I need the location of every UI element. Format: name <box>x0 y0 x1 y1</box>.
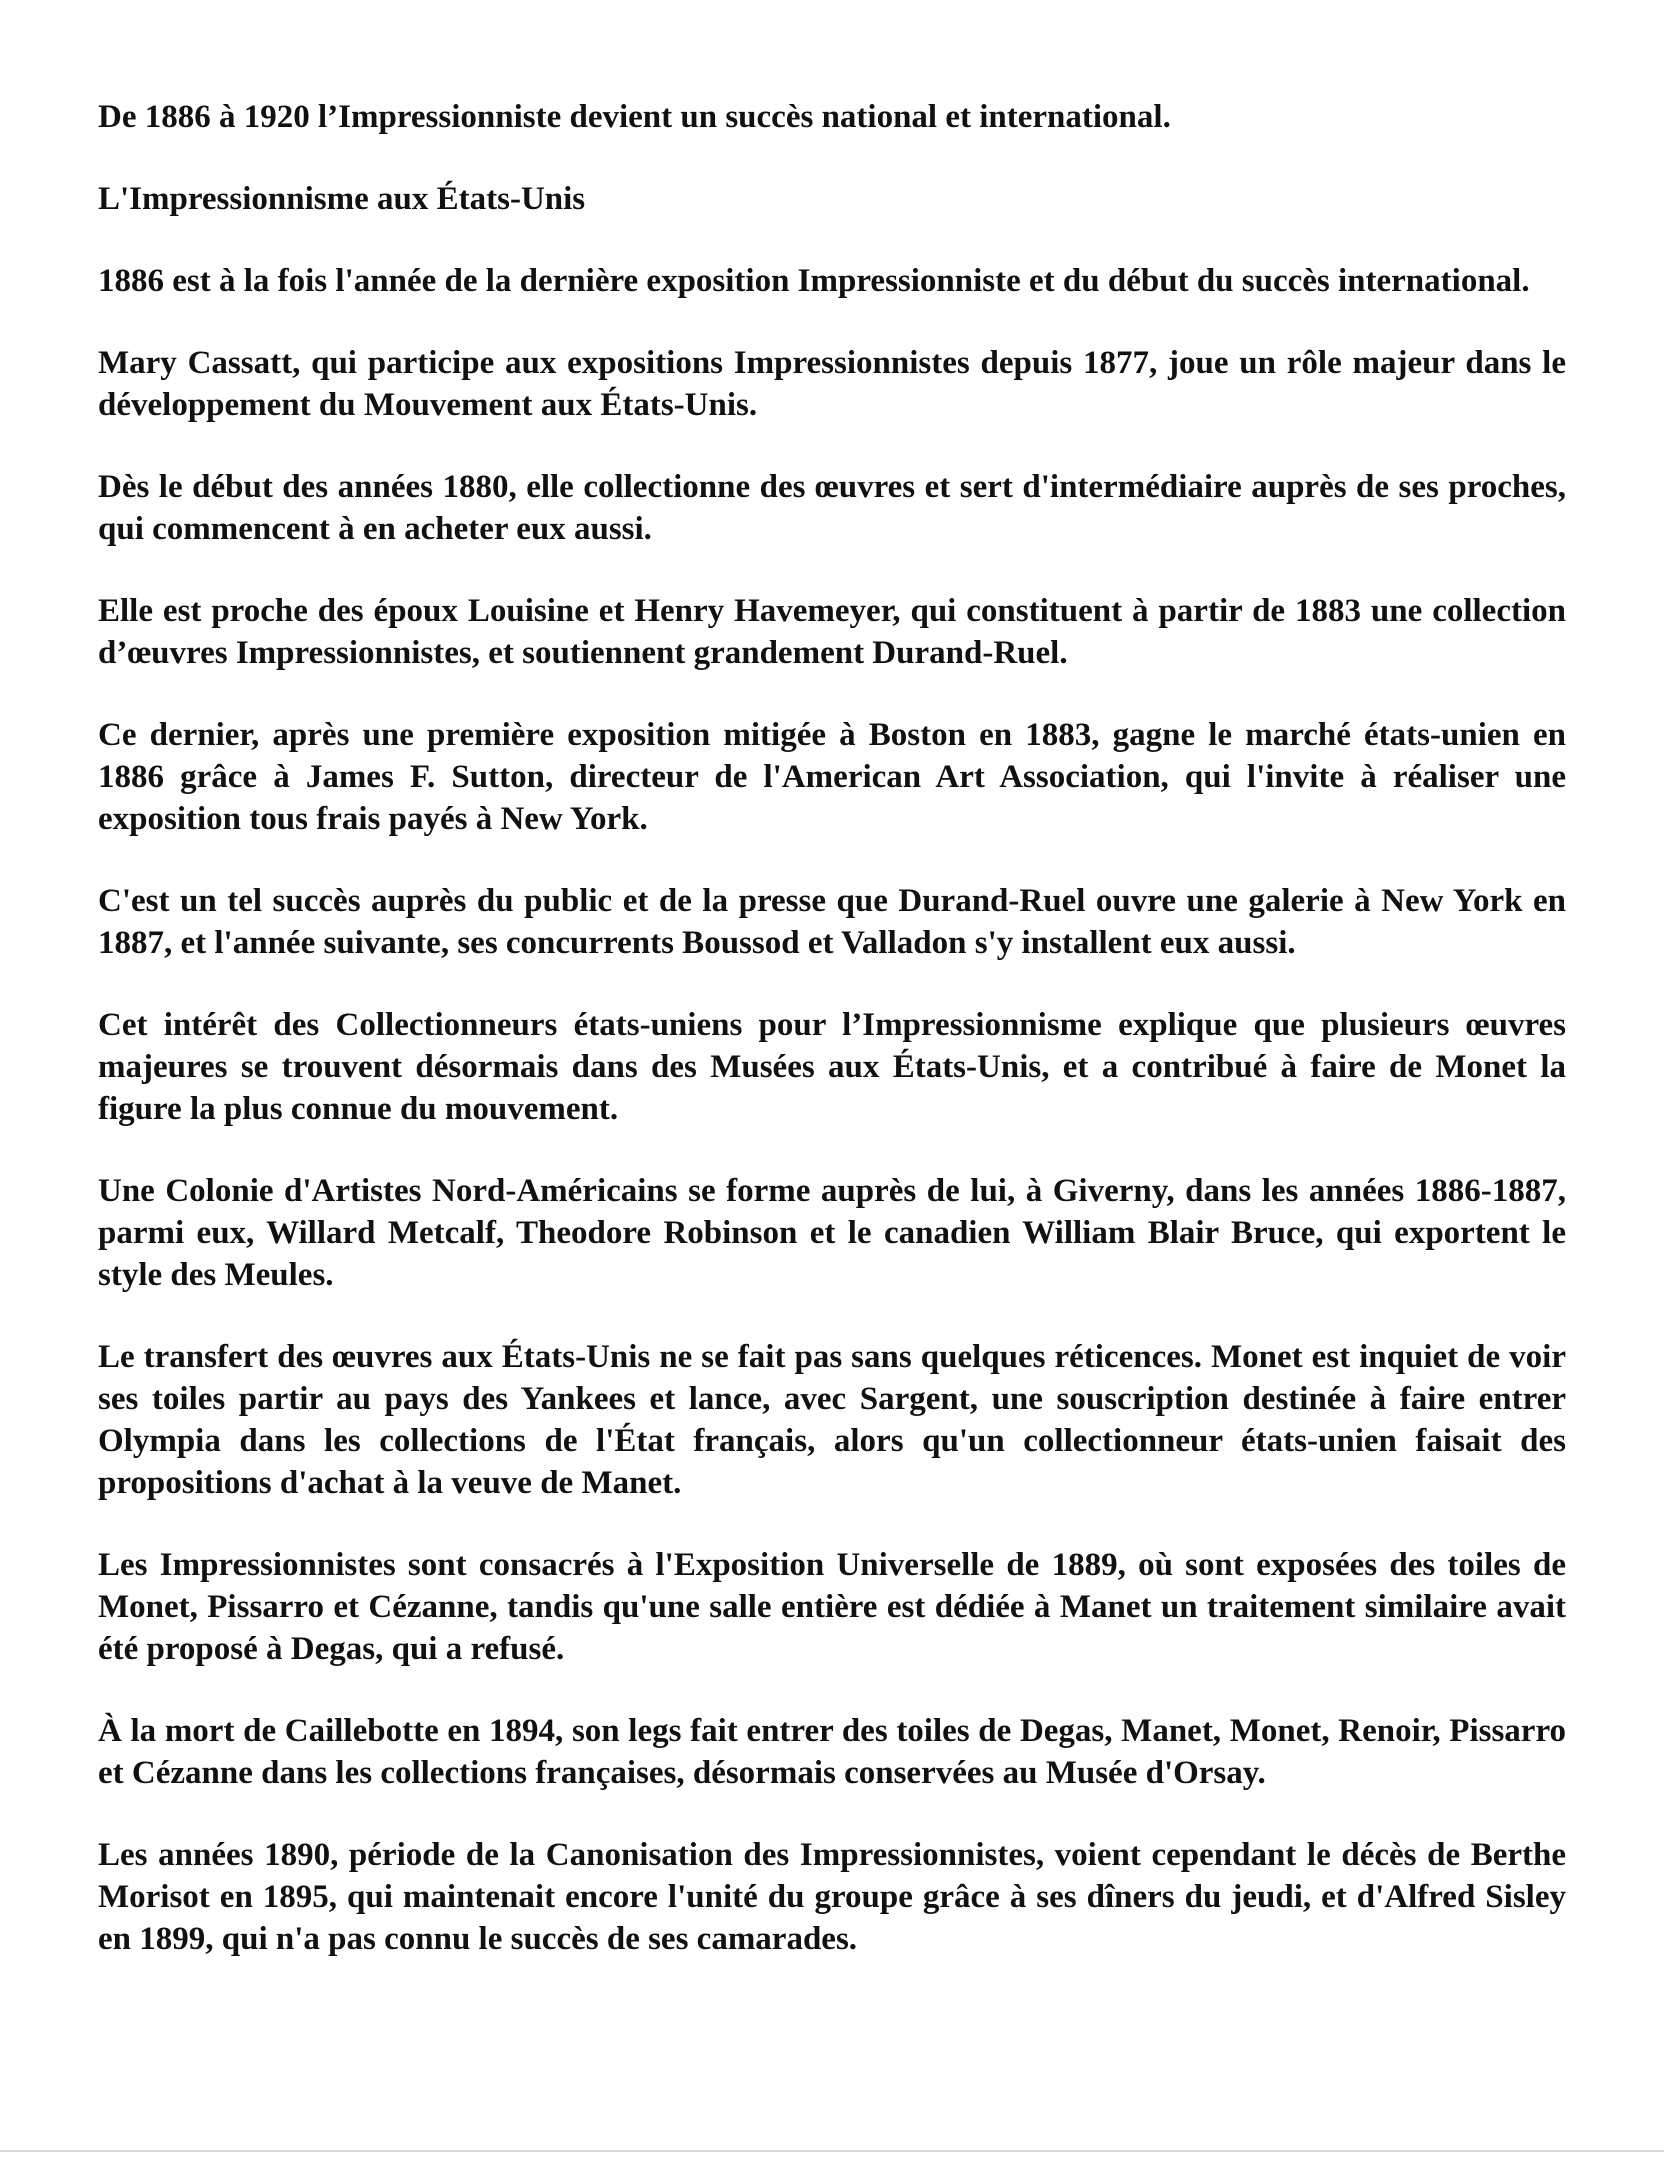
page-bottom-edge <box>0 2150 1664 2152</box>
paragraph: Les Impressionnistes sont consacrés à l'Exposition Universelle de 1889, où sont exposées des toiles de Monet, Pissarro et Cézanne, tandis qu'une salle entière est dédiée à Manet un traitement similaire avait été proposé à Degas, qui a refusé. <box>98 1547 1566 1667</box>
paragraph: À la mort de Caillebotte en 1894, son legs fait entrer des toiles de Degas, Manet, Monet, Renoir, Pissarro et Cézanne dans les collections françaises, désormais conservées au Musée d'Orsay. <box>98 1713 1566 1791</box>
paragraph: Ce dernier, après une première exposition mitigée à Boston en 1883, gagne le marché états-unien en 1886 grâce à James F. Sutton, directeur de l'American Art Association, qui l'invite à réaliser une exposition tous frais payés à New York. <box>98 717 1566 837</box>
document-page <box>98 96 1566 2000</box>
paragraph: Mary Cassatt, qui participe aux expositions Impressionnistes depuis 1877, joue un rôle majeur dans le développement du Mouvement aux États-Unis. <box>98 345 1566 423</box>
section-title: L'Impressionnisme aux États-Unis <box>98 181 586 217</box>
paragraph: Elle est proche des époux Louisine et Henry Havemeyer, qui constituent à partir de 1883 une collection d’œuvres Impressionnistes, et soutiennent grandement Durand-Ruel. <box>98 593 1566 671</box>
paragraph: 1886 est à la fois l'année de la dernière exposition Impressionniste et du début du succès international. <box>98 263 1530 299</box>
paragraph: Une Colonie d'Artistes Nord-Américains se forme auprès de lui, à Giverny, dans les années 1886-1887, parmi eux, Willard Metcalf, Theodore Robinson et le canadien William Blair Bruce, qui exportent le style des Meules. <box>98 1173 1566 1293</box>
paragraph: C'est un tel succès auprès du public et de la presse que Durand-Ruel ouvre une galerie à New York en 1887, et l'année suivante, ses concurrents Boussod et Valladon s'y installent eux aussi. <box>98 883 1566 961</box>
heading-line: De 1886 à 1920 l’Impressionniste devient un succès national et international. <box>98 99 1171 135</box>
paragraph: Les années 1890, période de la Canonisation des Impressionnistes, voient cependant le décès de Berthe Morisot en 1895, qui maintenait encore l'unité du groupe grâce à ses dîners du jeudi, et d'Alfred Sisley en 1899, qui n'a pas connu le succès de ses camarades. <box>98 1837 1566 1957</box>
paragraph: Dès le début des années 1880, elle collectionne des œuvres et sert d'intermédiaire auprès de ses proches, qui commencent à en acheter eux aussi. <box>98 469 1566 547</box>
paragraph: Le transfert des œuvres aux États-Unis ne se fait pas sans quelques réticences. Monet est inquiet de voir ses toiles partir au pays des Yankees et lance, avec Sargent, une souscription destinée à faire entrer Olympia dans les collections de l'État français, alors qu'un collectionneur états-unien faisait des propositions d'achat à la veuve de Manet. <box>98 1339 1566 1501</box>
paragraph: Cet intérêt des Collectionneurs états-uniens pour l’Impressionnisme explique que plusieurs œuvres majeures se trouvent désormais dans des Musées aux États-Unis, et a contribué à faire de Monet la figure la plus connue du mouvement. <box>98 1007 1566 1127</box>
